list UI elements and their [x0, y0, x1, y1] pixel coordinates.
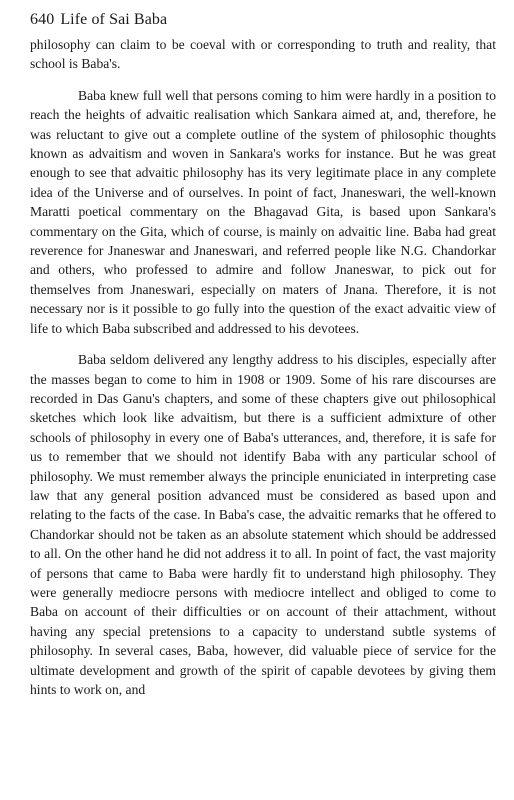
paragraph-baba-discourses: Baba seldom delivered any lengthy address to his disciples, especially after the masses began to come to him in 1908 or 1909. Some of his rare discourses are recorded in Das Ganu's chapters, and some of these chapters give out philosophical sketches which look like advaitism, but there is a sufficient admixture of other schools of philosophy in every one of Baba's utterances, and, therefore, it is safe for us to remember that we should not identify Baba with any particular school of philosophy. We must remember always the principle enuniciated in interpreting case law that any general position advanced must be considered as based upon and relating to the facts of the case. In Baba's case, the advaitic remarks that he offered to Chandorkar should not be taken as an absolute statement which should be addressed to all. On the other hand he did not address it to all. In point of fact, the vast majority of persons that came to Baba were hardly fit to understand high philosophy. They were generally mediocre persons with mediocre intellect and obliged to come to Baba on account of their difficulties or on account of their attachment, without having any special pretensions to a capacity to understand subtle systems of philosophy. In several cases, Baba, however, did valuable piece of service for the ultimate development and growth of the spirit of capable devotees by giving them hints to work on, and — [30, 352, 496, 697]
paragraph-continued: philosophy can claim to be coeval with or corresponding to truth and reality, that school is Baba's. — [30, 37, 496, 72]
running-header — [30, 10, 496, 30]
body-text — [30, 35, 496, 699]
book-page — [30, 10, 496, 711]
page-number: 640 — [30, 11, 55, 28]
running-title: Life of Sai Baba — [60, 11, 168, 28]
paragraph-advaitic-realisation: Baba knew full well that persons coming to him were hardly in a position to reach the heights of advaitic realisation which Sankara aimed at, and, therefore, he was reluctant to give out a complete outline of the system of philosophic thoughts known as advaitism and woven in Sankara's works for instance. But he was great enough to see that advaitic philosophy has its very legitimate place in any complete idea of the Universe and of ourselves. In point of fact, Jnaneswari, the well-known Maratti poetical commentary on the Bhagavad Gita, is based upon Sankara's commentary on the Gita, which of course, is mainly on advaitic line. Baba had great reverence for Jnaneswar and Jnaneswari, and referred people like N.G. Chandorkar and others, who professed to admire and follow Jnaneswar, to pick out for themselves from Jnaneswari, especially on maters of Jnana. Therefore, it is not necessary nor is it possible to go fully into the question of the exact advaitic view of life to which Baba subscribed and addressed to his devotees. — [30, 87, 496, 336]
